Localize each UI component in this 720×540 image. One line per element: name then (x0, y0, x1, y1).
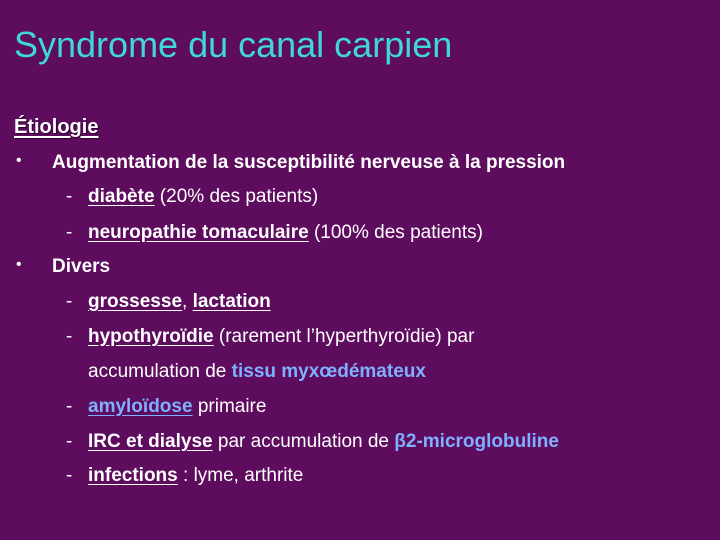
item-detail: (rarement l’hyperthyroïdie) par (213, 326, 475, 347)
item-highlight: β2-microglobuline (394, 431, 559, 452)
item-separator: , (182, 291, 193, 312)
list-item (66, 291, 271, 313)
item-term: hypothyroïdie (88, 326, 214, 347)
item-detail: : lyme, arthrite (177, 465, 304, 486)
list-item (66, 396, 266, 418)
dash-marker: - (66, 396, 73, 417)
item-detail: (20% des patients) (154, 186, 319, 207)
item-highlight: tissu myxœdémateux (231, 361, 426, 382)
dash-marker: - (66, 326, 73, 347)
list-item (66, 465, 303, 487)
dash-marker: - (66, 222, 73, 243)
item-term: IRC et dialyse (88, 431, 213, 452)
bullet-icon: • (16, 256, 22, 273)
item-detail: par accumulation de (212, 431, 395, 452)
item-term: infections (88, 465, 178, 486)
dash-marker: - (66, 291, 73, 312)
item-term: amyloïdose (88, 396, 193, 417)
list-item (66, 222, 483, 244)
dash-marker: - (66, 431, 73, 452)
item-detail: (100% des patients) (308, 222, 483, 243)
bullet-icon: • (16, 152, 22, 169)
item-term: neuropathie tomaculaire (88, 222, 309, 243)
list-item (66, 186, 318, 208)
bullet-1-text: Augmentation de la susceptibilité nerveuse à la pression (52, 152, 566, 173)
list-item (66, 431, 559, 453)
list-item-continuation (88, 361, 426, 383)
list-item (66, 326, 474, 348)
item-detail: primaire (192, 396, 267, 417)
item-term: lactation (192, 291, 271, 312)
slide-title: Syndrome du canal carpien (14, 24, 453, 65)
item-detail: accumulation de (88, 361, 232, 382)
bullet-2-text: Divers (52, 256, 111, 277)
section-heading: Étiologie (14, 116, 99, 138)
item-term: grossesse (88, 291, 183, 312)
item-term: diabète (88, 186, 155, 207)
dash-marker: - (66, 186, 73, 207)
dash-marker: - (66, 465, 73, 486)
